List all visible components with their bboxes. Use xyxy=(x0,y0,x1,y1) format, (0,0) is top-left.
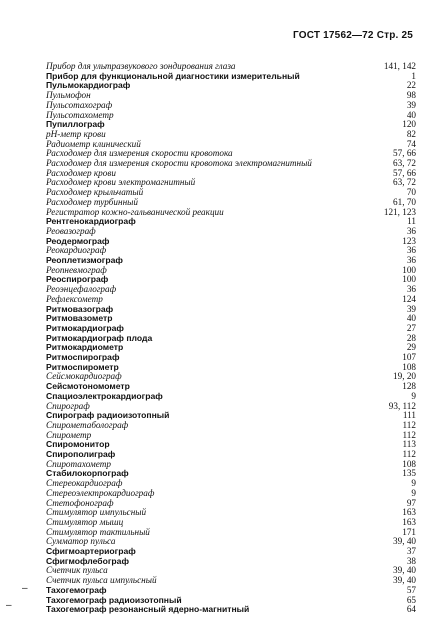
entry-term: Стабилокорпограф xyxy=(46,468,129,479)
entry-term: Рентгенокардиограф xyxy=(46,216,136,227)
entry-pages: 63, 72 xyxy=(393,158,416,168)
entry-term: Стимулятор мышц xyxy=(46,516,124,527)
entry-term: Ритмокардиометр xyxy=(46,342,124,353)
entry-term: Ритмовазометр xyxy=(46,313,113,324)
margin-mark: – xyxy=(6,600,12,611)
entry-term: Ритмоспирометр xyxy=(46,361,119,372)
entry-term: Пульсотахограф xyxy=(46,99,113,110)
entry-pages: 36 xyxy=(406,284,416,295)
entry-term: Сфигмоартериограф xyxy=(46,546,136,556)
entry-pages: 135 xyxy=(402,468,416,479)
entry-term: Спирометр xyxy=(46,429,92,440)
page-header xyxy=(293,30,413,41)
entry-term: Расходомер турбинный xyxy=(46,196,138,207)
entry-term: Пупиллограф xyxy=(46,119,105,130)
entry-term: Ритмоспирограф xyxy=(46,352,120,362)
standard-number: ГОСТ 17562—72 xyxy=(292,30,374,41)
entry-term: Пульмофон xyxy=(46,90,91,101)
entry-term: Реоэнцефалограф xyxy=(46,284,117,295)
page-number: Стр. 25 xyxy=(376,30,413,41)
entry-pages: 98 xyxy=(406,90,416,101)
entry-term: Спациоэлектрокардиограф xyxy=(46,390,163,401)
entry-term: Реовазограф xyxy=(46,225,96,236)
entry-term: Сейсмокардиограф xyxy=(46,371,122,382)
entry-term: Спирограф xyxy=(46,400,90,411)
entry-pages: 128 xyxy=(402,381,416,392)
entry-pages: 39, 40 xyxy=(393,565,416,576)
entry-term: Радиометр клинический xyxy=(46,138,141,149)
entry-term: Реоплетизмограф xyxy=(46,255,123,265)
entry-term: Рефлексометр xyxy=(46,293,103,304)
entry-term: Спирополиграф xyxy=(46,449,116,459)
entry-pages: 39, 40 xyxy=(393,536,416,547)
entry-pages: 9 xyxy=(411,487,416,498)
entry-term: Пульмокардиограф xyxy=(46,80,131,91)
entry-pages: 57 xyxy=(406,584,416,595)
entry-pages: 108 xyxy=(402,361,416,372)
entry-term: Реодермограф xyxy=(46,235,110,246)
entry-term: Счетчик пульса xyxy=(46,565,108,576)
entry-pages: 9 xyxy=(411,478,416,489)
entry-term: Реоспирограф xyxy=(46,274,109,285)
entry-pages: 111 xyxy=(402,410,416,421)
entry-term: Прибор для функциональной диагностики измерительный xyxy=(46,70,300,81)
entry-pages: 19, 20 xyxy=(393,371,416,382)
entry-pages: 97 xyxy=(406,497,416,508)
entry-term: pH-метр крови xyxy=(46,128,106,139)
entry-term: Ритмокардиограф xyxy=(46,322,124,333)
entry-pages: 113 xyxy=(402,439,416,450)
entry-pages: 121, 123 xyxy=(383,206,416,217)
entry-term: Спиротахометр xyxy=(46,458,111,469)
entry-pages: 11 xyxy=(407,216,416,227)
entry-term: Сейсмотономометр xyxy=(46,381,130,392)
entry-pages: 64 xyxy=(406,604,416,615)
entry-term: Стимулятор тактильный xyxy=(46,526,150,537)
margin-mark: – xyxy=(22,583,28,594)
entry-pages: 22 xyxy=(406,80,416,91)
entry-term: Регистратор кожно-гальванической реакции xyxy=(46,206,224,217)
entry-pages: 36 xyxy=(406,225,416,236)
entry-term: Счетчик пульса импульсный xyxy=(46,575,157,586)
entry-pages: 112 xyxy=(402,429,416,440)
entry-pages: 63, 72 xyxy=(393,177,416,188)
entry-pages: 57, 66 xyxy=(393,148,416,159)
entry-pages: 141, 142 xyxy=(383,61,416,71)
entry-term: Реопневмограф xyxy=(46,264,107,275)
entry-pages: 61, 70 xyxy=(393,196,416,207)
entry-pages: 28 xyxy=(406,332,416,343)
entry-pages: 112 xyxy=(402,449,416,459)
entry-pages: 163 xyxy=(402,507,416,518)
entry-pages: 36 xyxy=(406,255,416,265)
entry-term: Спиромонитор xyxy=(46,439,110,450)
entry-pages: 29 xyxy=(406,342,416,353)
entry-term: Расходомер для измерения скорости кровотока xyxy=(46,148,233,159)
entry-pages: 57, 66 xyxy=(393,167,416,178)
entry-pages: 108 xyxy=(402,458,416,469)
entry-pages: 100 xyxy=(402,264,416,275)
entry-term: Спирометаболограф xyxy=(46,419,129,430)
entry-pages: 40 xyxy=(406,109,416,120)
entry-pages: 171 xyxy=(402,526,416,537)
entry-pages: 163 xyxy=(402,516,416,527)
entry-term: Расходомер крови xyxy=(46,167,116,178)
entry-term: Спирограф радиоизотопный xyxy=(46,410,170,421)
entry-pages: 38 xyxy=(406,555,416,566)
entry-pages: 65 xyxy=(406,594,416,605)
entry-pages: 93, 112 xyxy=(388,400,416,411)
entry-pages: 107 xyxy=(402,352,416,362)
entry-pages: 39 xyxy=(406,303,416,314)
entry-term: Прибор для ультразвукового зондирования глаза xyxy=(46,61,236,71)
entry-pages: 74 xyxy=(406,138,416,149)
entry-term: Стереокардиограф xyxy=(46,478,123,489)
entry-term: Тахогемограф резонансный ядерно-магнитный xyxy=(46,604,250,615)
entry-term: Стимулятор импульсный xyxy=(46,507,147,518)
entry-pages: 124 xyxy=(402,293,416,304)
index-entry xyxy=(46,604,416,615)
entry-pages: 70 xyxy=(406,187,416,198)
entry-pages: 39, 40 xyxy=(393,575,416,586)
entry-term: Расходомер для измерения скорости кровотока электромагнитный xyxy=(46,158,312,168)
entry-pages: 37 xyxy=(406,546,416,556)
entry-term: Сумматор пульса xyxy=(46,536,116,547)
entry-pages: 9 xyxy=(411,390,416,401)
entry-term: Ритмовазограф xyxy=(46,303,114,314)
entry-term: Расходомер крыльчатый xyxy=(46,187,144,198)
entry-pages: 112 xyxy=(402,419,416,430)
entry-term: Стереоэлектрокардиограф xyxy=(46,487,155,498)
entry-term: Пульсотахометр xyxy=(46,109,114,120)
entry-term: Ритмокардиограф плода xyxy=(46,332,153,343)
entry-pages: 39 xyxy=(406,99,416,110)
entry-pages: 27 xyxy=(406,322,416,333)
entry-pages: 100 xyxy=(402,274,416,285)
entry-term: Реокардиограф xyxy=(46,245,107,256)
entry-pages: 40 xyxy=(406,313,416,324)
entry-term: Стетофонограф xyxy=(46,497,114,508)
entry-pages: 123 xyxy=(402,235,416,246)
entry-term: Тахогемограф xyxy=(46,584,107,595)
entry-pages: 36 xyxy=(406,245,416,256)
entry-term: Сфигмофлебограф xyxy=(46,555,129,566)
entry-pages: 120 xyxy=(402,119,416,130)
entry-term: Расходомер крови электромагнитный xyxy=(46,177,196,188)
entry-pages: 82 xyxy=(406,128,416,139)
entry-pages: 1 xyxy=(411,70,416,81)
entry-term: Тахогемограф радиоизотопный xyxy=(46,594,182,605)
